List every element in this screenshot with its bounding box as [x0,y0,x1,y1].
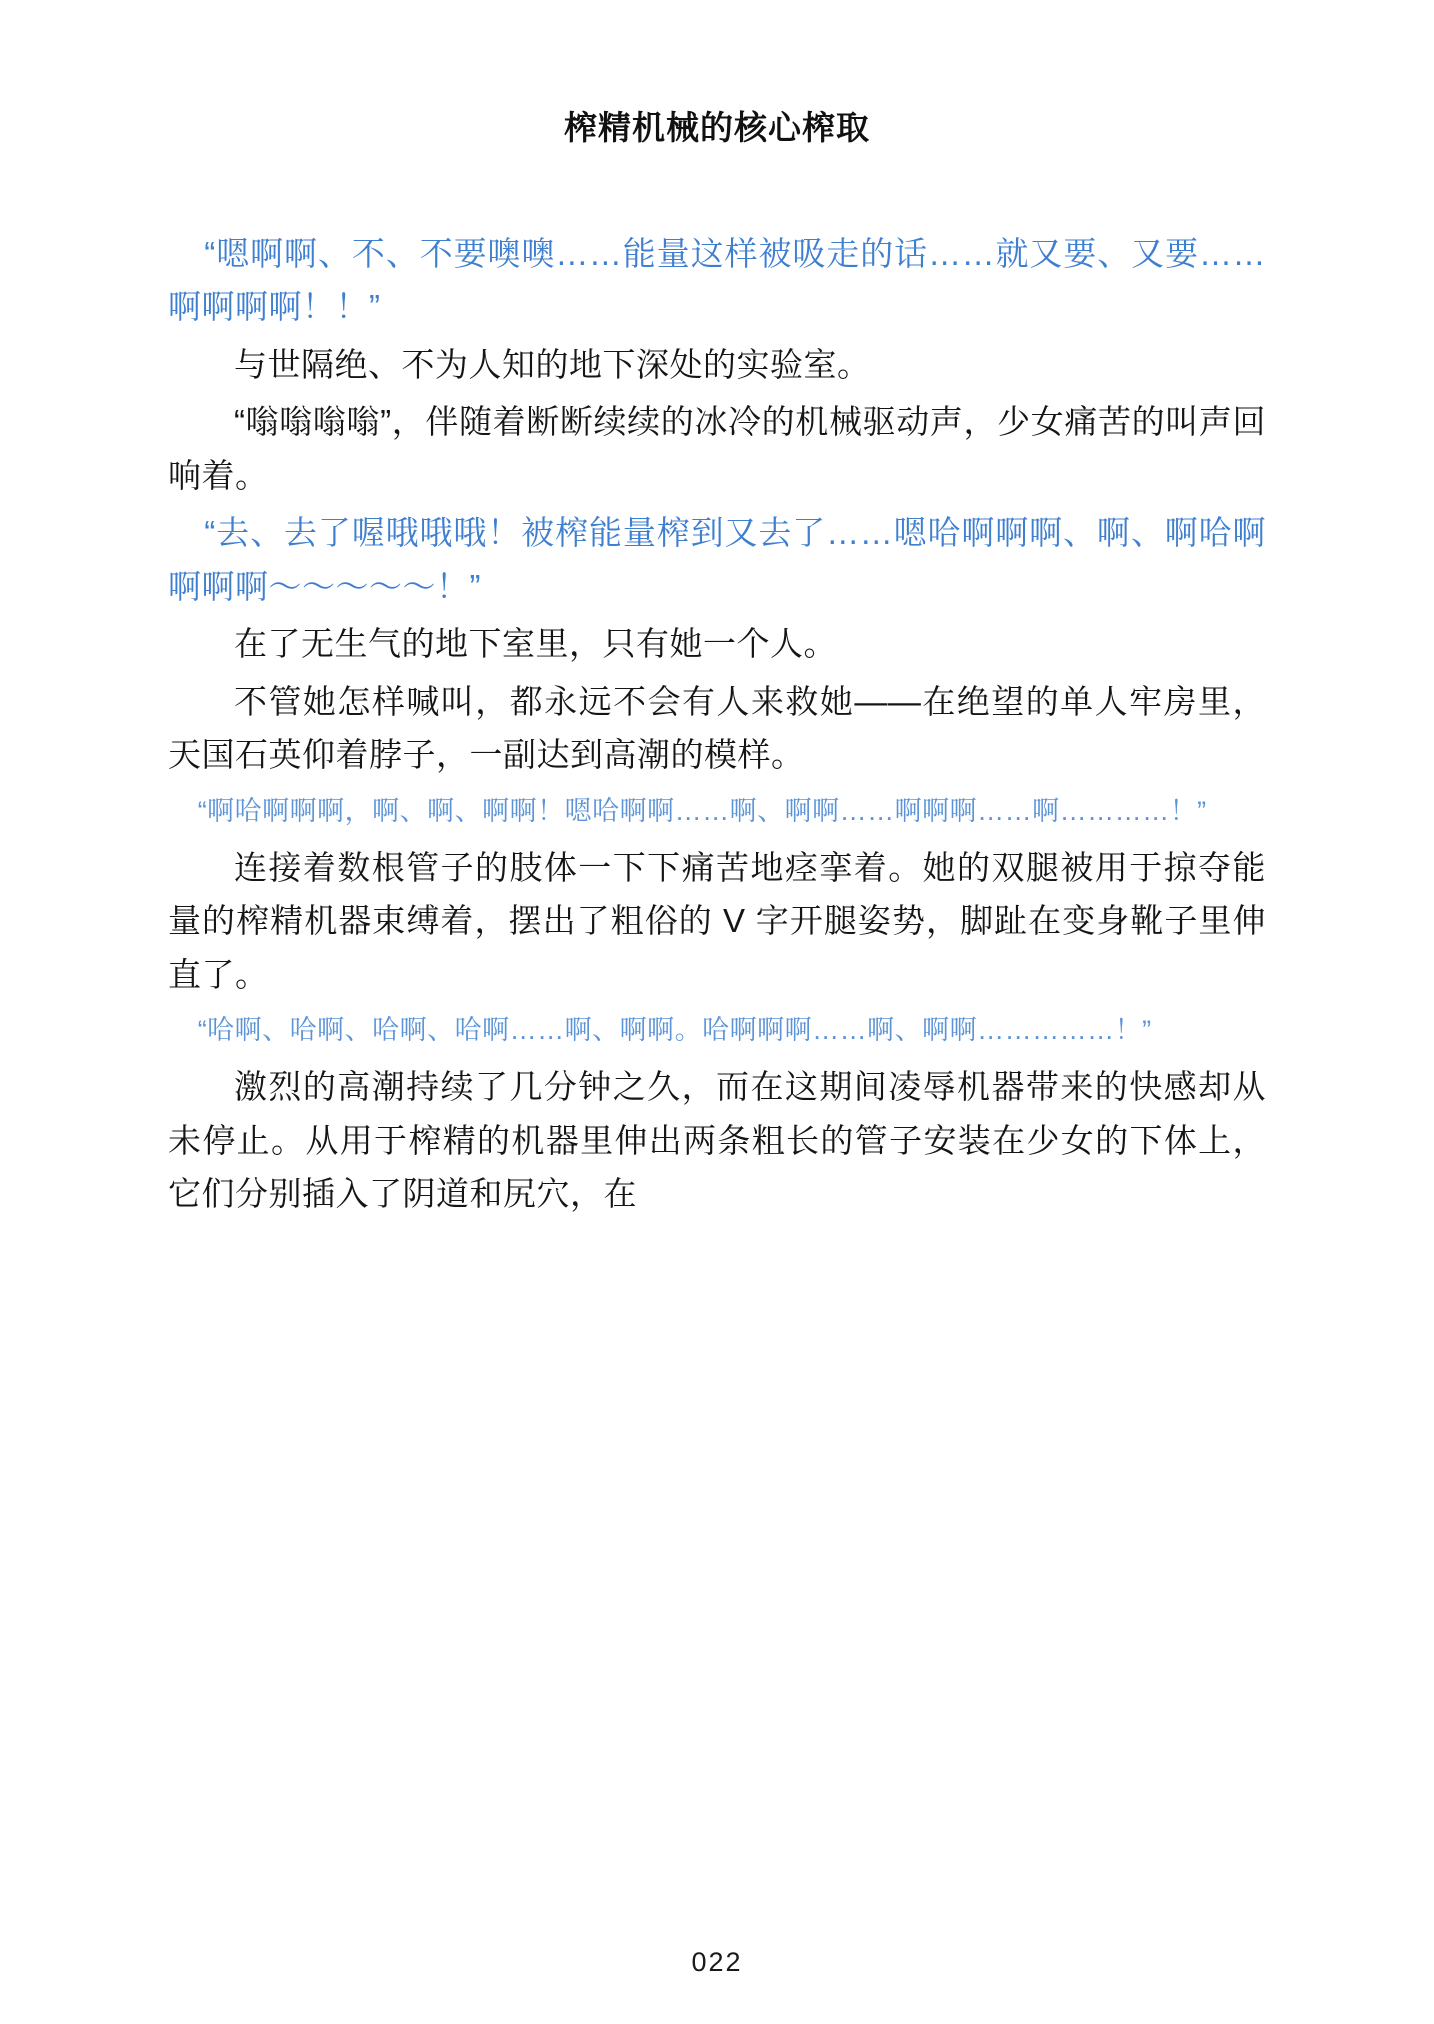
body-text [168,227,1266,1221]
page-title: 榨精机械的核心榨取 [564,109,870,146]
page-number: 022 [691,1947,743,1977]
paragraph-dialogue-3: “啊哈啊啊啊，啊、啊、啊啊！嗯哈啊啊……啊、啊啊……啊啊啊……啊…………！” [197,795,1207,826]
paragraph-narration-5: 连接着数根管子的肢体一下下痛苦地痉挛着。她的双腿被用于掠夺能量的榨精机器束缚着，摆出了粗俗的 V 字开腿姿势，脚趾在变身靴子里伸直了。 [168,848,1266,993]
paragraph-narration-1: 与世隔绝、不为人知的地下深处的实验室。 [234,345,871,383]
paragraph-dialogue-2: “去、去了喔哦哦哦！被榨能量榨到又去了……嗯哈啊啊啊、啊、啊哈啊啊啊啊～～～～～！” [168,514,1266,605]
paragraph-narration-3: 在了无生气的地下室里，只有她一个人。 [234,625,837,663]
paragraph-narration-6: 激烈的高潮持续了几分钟之久，而在这期间凌辱机器带来的快感却从未停止。从用于榨精的机器里伸出两条粗长的管子安装在少女的下体上，它们分别插入了阴道和尻穴，在 [168,1068,1266,1213]
paragraph-narration-4: 不管她怎样喊叫，都永远不会有人来救她——在绝望的单人牢房里，天国石英仰着脖子，一副达到高潮的模样。 [168,682,1266,774]
paragraph-dialogue-1: “嗯啊啊、不、不要噢噢……能量这样被吸走的话……就又要、又要……啊啊啊啊！！” [168,235,1266,326]
paragraph-dialogue-4: “哈啊、哈啊、哈啊、哈啊……啊、啊啊。哈啊啊啊……啊、啊啊……………！” [197,1015,1152,1046]
paragraph-narration-2: “嗡嗡嗡嗡”，伴随着断断续续的冰冷的机械驱动声，少女痛苦的叫声回响着。 [168,403,1266,494]
